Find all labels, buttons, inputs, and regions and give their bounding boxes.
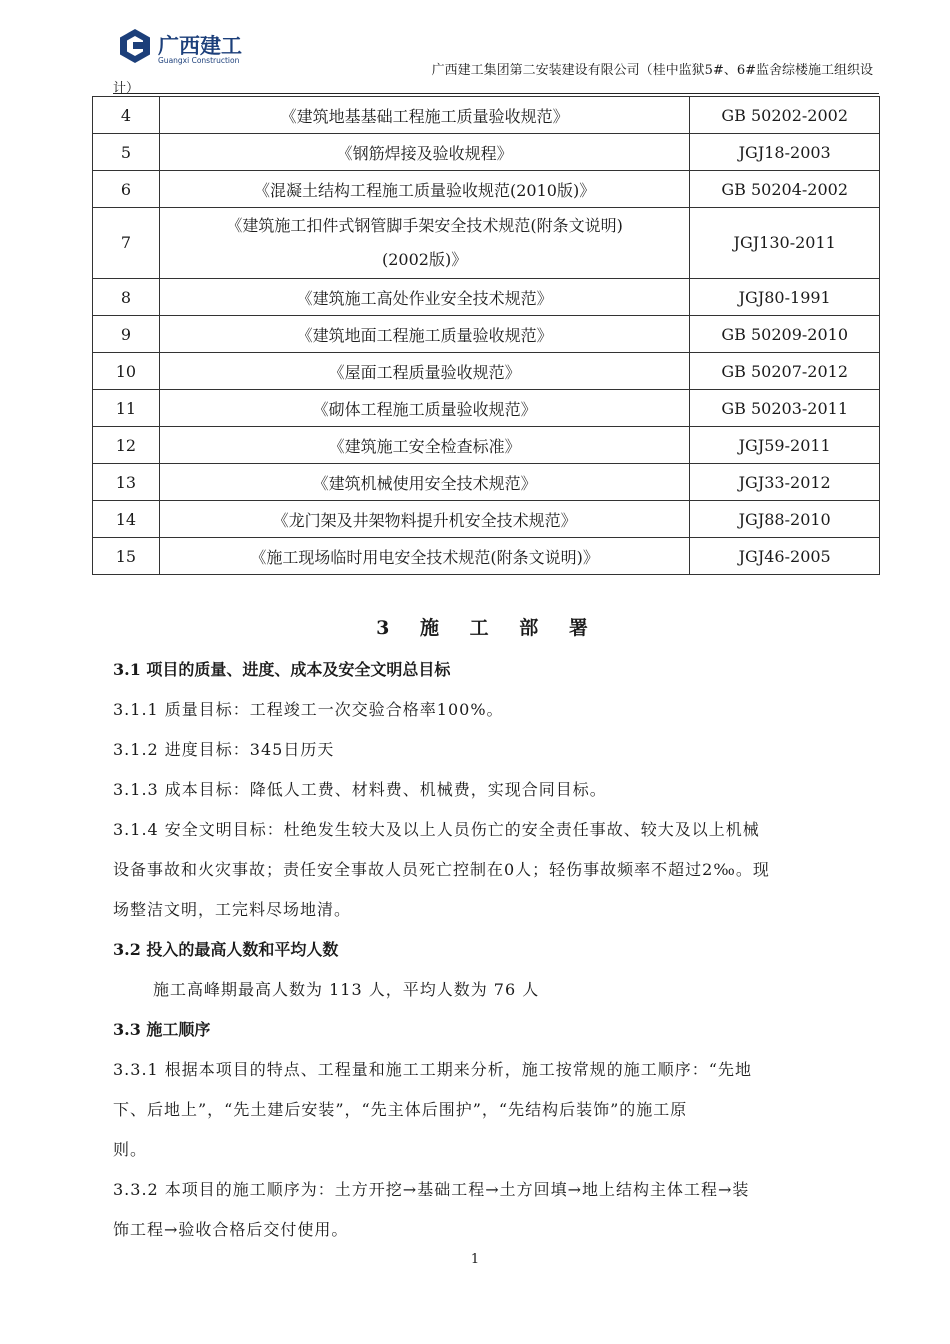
- paragraph-3-1-4-line3: 场整洁文明，工完料尽场地清。: [113, 900, 352, 919]
- row-number: 13: [93, 464, 160, 501]
- subsection-heading-3-1: 3.1 项目的质量、进度、成本及安全文明总目标: [113, 660, 451, 679]
- row-number: 9: [93, 316, 160, 353]
- standard-title: 《屋面工程质量验收规范》: [159, 353, 690, 390]
- paragraph-3-1-1: 3.1.1 质量目标：工程竣工一次交验合格率100%。: [113, 700, 504, 719]
- row-number: 12: [93, 427, 160, 464]
- standard-title-line2: (2002版)》: [382, 250, 468, 269]
- table-row: [93, 97, 880, 134]
- standard-code: GB 50202-2002: [690, 97, 880, 134]
- table-row: [93, 134, 880, 171]
- standard-code: JGJ88-2010: [690, 501, 880, 538]
- row-number: 4: [93, 97, 160, 134]
- standard-title: 《建筑施工高处作业安全技术规范》: [159, 279, 690, 316]
- standard-title-line1: 《建筑施工扣件式钢管脚手架安全技术规范(附条文说明): [226, 216, 623, 235]
- paragraph-3-1-2: 3.1.2 进度目标：345日历天: [113, 740, 335, 759]
- paragraph-3-1-4-line2: 设备事故和火灾事故；责任安全事故人员死亡控制在0人；轻伤事故频率不超过2‰。现: [113, 860, 770, 879]
- paragraph-3-2: 施工高峰期最高人数为 113 人，平均人数为 76 人: [153, 980, 540, 999]
- paragraph-3-3-1-line3: 则。: [113, 1140, 148, 1159]
- standard-title: 《建筑地基基础工程施工质量验收规范》: [159, 97, 690, 134]
- table-row: [93, 390, 880, 427]
- standard-code: JGJ80-1991: [690, 279, 880, 316]
- standard-title: 《建筑机械使用安全技术规范》: [159, 464, 690, 501]
- standard-title: 《建筑地面工程施工质量验收规范》: [159, 316, 690, 353]
- standard-title: 《建筑施工安全检查标准》: [159, 427, 690, 464]
- paragraph-3-1-4-line1: 3.1.4 安全文明目标：杜绝发生较大及以上人员伤亡的安全责任事故、较大及以上机械: [113, 820, 760, 839]
- page-number: 1: [470, 1252, 480, 1267]
- standard-title: 《龙门架及井架物料提升机安全技术规范》: [159, 501, 690, 538]
- table-row: [93, 353, 880, 390]
- subsection-heading-3-2: 3.2 投入的最高人数和平均人数: [113, 940, 339, 959]
- row-number: 14: [93, 501, 160, 538]
- table-row: [93, 279, 880, 316]
- table-row: [93, 208, 880, 279]
- logo-mark-icon: [118, 28, 152, 64]
- row-number: 15: [93, 538, 160, 575]
- standard-title: 《钢筋焊接及验收规程》: [159, 134, 690, 171]
- table-row: [93, 316, 880, 353]
- row-number: 6: [93, 171, 160, 208]
- section-3: [113, 600, 863, 1250]
- standard-code: GB 50203-2011: [690, 390, 880, 427]
- standard-code: JGJ130-2011: [690, 208, 880, 279]
- standard-code: GB 50207-2012: [690, 353, 880, 390]
- table-row: [93, 501, 880, 538]
- section-heading: 3 施 工 部 署: [376, 617, 600, 639]
- logo-name-cn: 广西建工: [158, 34, 242, 58]
- row-number: 7: [93, 208, 160, 279]
- table-row: [93, 427, 880, 464]
- header-title-line2: 计）: [113, 81, 140, 96]
- table-row: [93, 538, 880, 575]
- row-number: 5: [93, 134, 160, 171]
- standard-title: [159, 208, 690, 279]
- standard-code: GB 50209-2010: [690, 316, 880, 353]
- standards-table: [92, 96, 880, 575]
- row-number: 8: [93, 279, 160, 316]
- header-divider: [113, 93, 879, 94]
- paragraph-3-1-3: 3.1.3 成本目标：降低人工费、材料费、机械费，实现合同目标。: [113, 780, 607, 799]
- row-number: 11: [93, 390, 160, 427]
- standard-code: JGJ18-2003: [690, 134, 880, 171]
- standard-code: GB 50204-2002: [690, 171, 880, 208]
- standard-code: JGJ33-2012: [690, 464, 880, 501]
- row-number: 10: [93, 353, 160, 390]
- standard-code: JGJ59-2011: [690, 427, 880, 464]
- table-row: [93, 464, 880, 501]
- standard-title: 《砌体工程施工质量验收规范》: [159, 390, 690, 427]
- table-row: [93, 171, 880, 208]
- subsection-heading-3-3: 3.3 施工顺序: [113, 1020, 211, 1039]
- header-title-line1: 广西建工集团第二安装建设有限公司（桂中监狱5#、6#监舍综楼施工组织设: [431, 63, 873, 78]
- paragraph-3-3-2-line1: 3.3.2 本项目的施工顺序为：土方开挖→基础工程→土方回填→地上结构主体工程→装: [113, 1180, 750, 1199]
- logo-name-en: Guangxi Construction: [158, 56, 240, 65]
- paragraph-3-3-1-line1: 3.3.1 根据本项目的特点、工程量和施工工期来分析，施工按常规的施工顺序：“先地: [113, 1060, 752, 1079]
- paragraph-3-3-1-line2: 下、后地上”，“先土建后安装”，“先主体后围护”，“先结构后装饰”的施工原: [113, 1100, 688, 1119]
- standard-title: 《混凝土结构工程施工质量验收规范(2010版)》: [159, 171, 690, 208]
- paragraph-3-3-2-line2: 饰工程→验收合格后交付使用。: [113, 1220, 349, 1239]
- standard-code: JGJ46-2005: [690, 538, 880, 575]
- standard-title: 《施工现场临时用电安全技术规范(附条文说明)》: [159, 538, 690, 575]
